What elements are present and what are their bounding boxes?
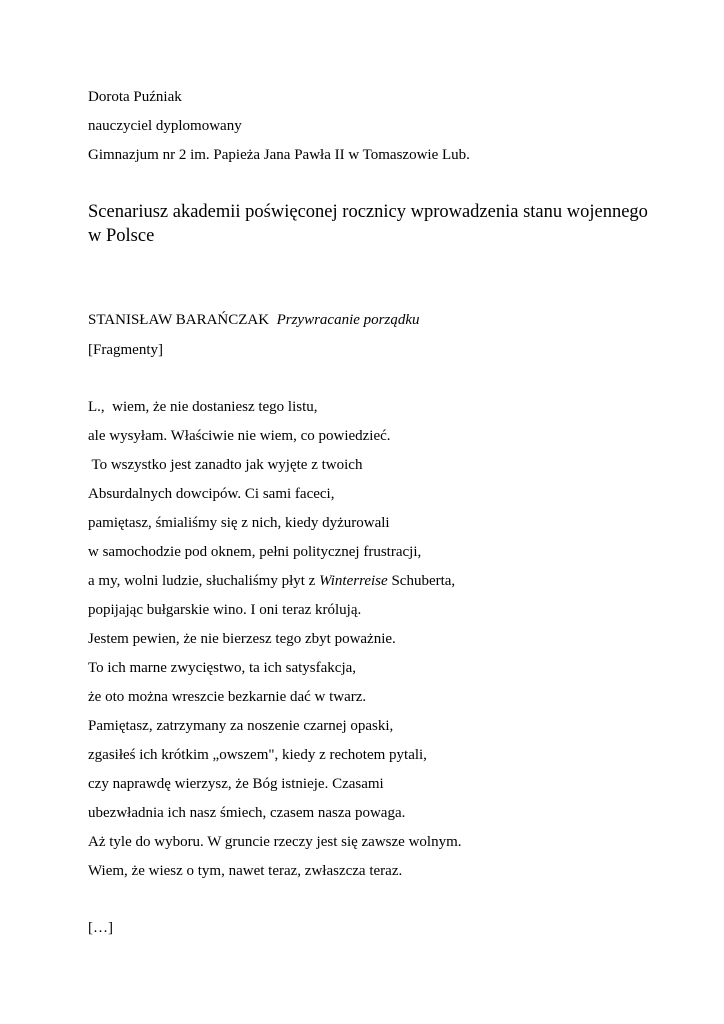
poem-line-part: a my, wolni ludzie, słuchaliśmy płyt z bbox=[88, 573, 320, 589]
document-title: Scenariusz akademii poświęconej rocznicy wprowadzenia stanu wojennego w Polsce bbox=[88, 202, 648, 246]
poem-line: ale wysyłam. Właściwie nie wiem, co powiedzieć. bbox=[88, 428, 391, 444]
poem-line: ubezwładnia ich nasz śmiech, czasem nasza powaga. bbox=[88, 805, 406, 821]
poem-line-part: Schuberta, bbox=[387, 573, 456, 589]
poem-line: że oto można wreszcie bezkarnie dać w twarz. bbox=[88, 689, 367, 705]
poem-line: Pamiętasz, zatrzymany za noszenie czarnej opaski, bbox=[88, 718, 394, 734]
poem-note: [Fragmenty] bbox=[88, 342, 163, 358]
poem-line: Aż tyle do wyboru. W gruncie rzeczy jest się zawsze wolnym. bbox=[88, 834, 462, 850]
author-name: Dorota Puźniak bbox=[88, 89, 182, 105]
poem-line: Jestem pewien, że nie bierzesz tego zbyt poważnie. bbox=[88, 631, 396, 647]
poem-line: w samochodzie pod oknem, pełni politycznej frustracji, bbox=[88, 544, 422, 560]
poet-name: STANISŁAW BARAŃCZAK bbox=[88, 312, 270, 328]
poem-line: To wszystko jest zanadto jak wyjęte z twoich bbox=[88, 457, 363, 473]
poem-line: Absurdalnych dowcipów. Ci sami faceci, bbox=[88, 486, 335, 502]
poem-heading bbox=[88, 311, 419, 329]
poem-line: To ich marne zwycięstwo, ta ich satysfakcja, bbox=[88, 660, 357, 676]
poem-ellipsis: […] bbox=[88, 920, 113, 936]
school-name: Gimnazjum nr 2 im. Papieża Jana Pawła II w Tomaszowie Lub. bbox=[88, 147, 470, 163]
author-position: nauczyciel dyplomowany bbox=[88, 118, 242, 134]
poem-line: L., wiem, że nie dostaniesz tego listu, bbox=[88, 399, 318, 415]
poem-line: pamiętasz, śmialiśmy się z nich, kiedy dyżurowali bbox=[88, 515, 390, 531]
poem-line-italic: Winterreise bbox=[319, 573, 388, 589]
poem-line: Wiem, że wiesz o tym, nawet teraz, zwłaszcza teraz. bbox=[88, 863, 403, 879]
poem-line: popijając bułgarskie wino. I oni teraz królują. bbox=[88, 602, 362, 618]
poem-line: czy naprawdę wierzysz, że Bóg istnieje. Czasami bbox=[88, 776, 384, 792]
poem-text bbox=[88, 398, 462, 891]
poem-title: Przywracanie porządku bbox=[276, 312, 420, 328]
poem-line bbox=[88, 572, 462, 601]
poem-line: zgasiłeś ich krótkim „owszem", kiedy z rechotem pytali, bbox=[88, 747, 427, 763]
